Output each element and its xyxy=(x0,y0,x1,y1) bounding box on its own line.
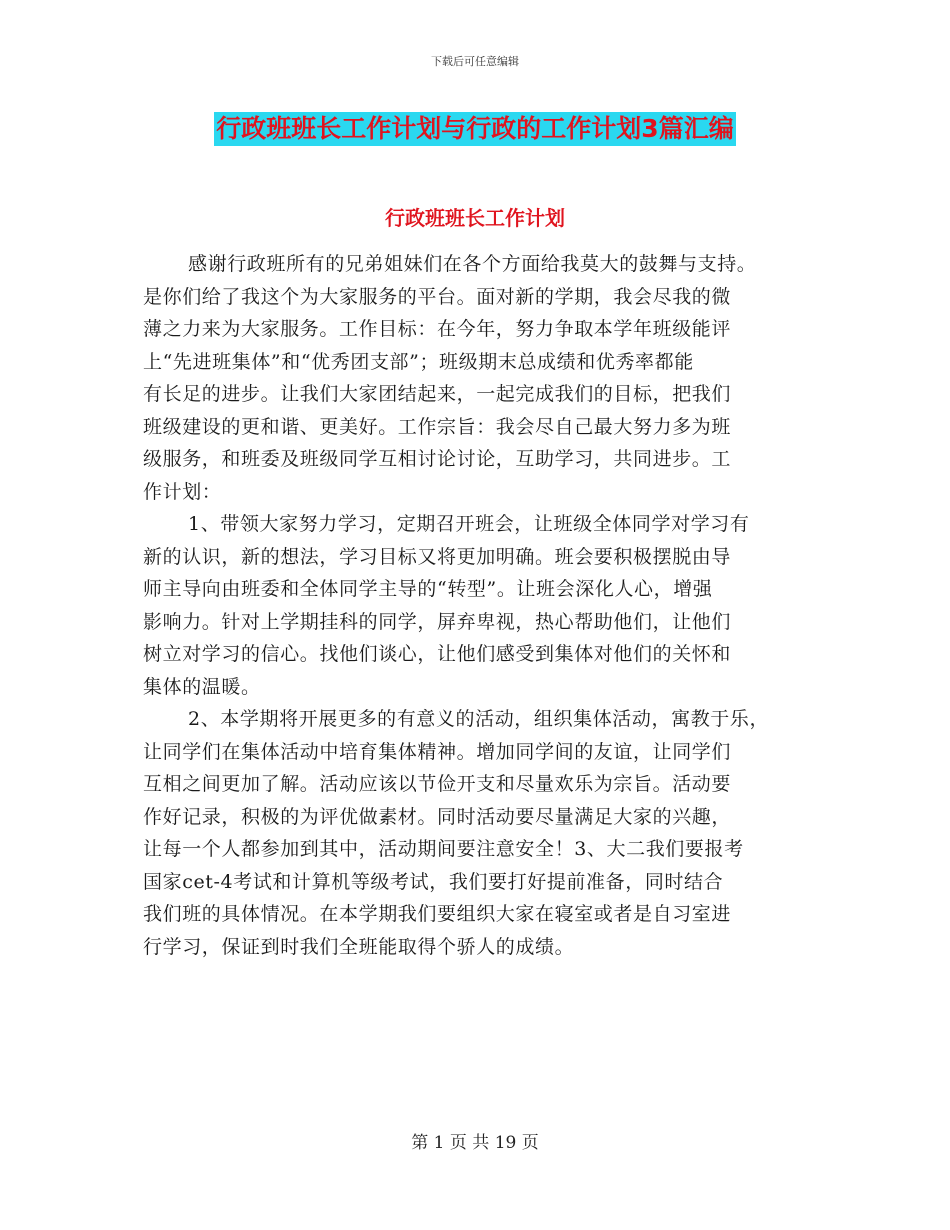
page-footer: 第 1 页 共 19 页 xyxy=(411,1133,539,1153)
document-title: 行政班班长工作计划与行政的工作计划3篇汇编 xyxy=(214,112,735,146)
text-line: 树立对学习的信心。找他们谈心，让他们感受到集体对他们的关怀和 xyxy=(143,643,732,665)
text-line: 行学习，保证到时我们全班能取得个骄人的成绩。 xyxy=(143,935,575,958)
section-title: 行政班班长工作计划 xyxy=(385,206,565,230)
body-text xyxy=(143,248,823,963)
document-title-container xyxy=(0,112,950,146)
text-line: 我们班的具体情况。在本学期我们要组织大家在寝室或者是自习室进 xyxy=(143,903,732,925)
text-line: 作好记录，积极的为评优做素材。同时活动要尽量满足大家的兴趣， xyxy=(143,805,732,828)
text-line: 2、本学期将开展更多的有意义的活动，组织集体活动，寓教于乐， xyxy=(188,708,770,730)
text-line: 上“先进班集体”和“优秀团支部”；班级期末总成绩和优秀率都能 xyxy=(143,350,694,373)
text-line: 是你们给了我这个为大家服务的平台。面对新的学期，我会尽我的微 xyxy=(143,285,732,308)
text-line: 影响力。针对上学期挂科的同学，屏弃卑视，热心帮助他们，让他们 xyxy=(143,610,732,633)
text-line: 有长足的进步。让我们大家团结起来，一起完成我们的目标，把我们 xyxy=(143,383,732,405)
text-line: 师主导向由班委和全体同学主导的“转型”。让班会深化人心，增强 xyxy=(143,578,713,600)
text-line: 国家cet-4考试和计算机等级考试，我们要打好提前准备，同时结合 xyxy=(143,870,724,893)
text-line: 集体的温暖。 xyxy=(143,675,261,698)
text-line: 1、带领大家努力学习，定期召开班会，让班级全体同学对学习有 xyxy=(188,513,750,535)
text-line: 感谢行政班所有的兄弟姐妹们在各个方面给我莫大的鼓舞与支持。 xyxy=(188,253,757,275)
text-line: 级服务，和班委及班级同学互相讨论讨论，互助学习，共同进步。工 xyxy=(143,448,732,470)
text-line: 让每一个人都参加到其中，活动期间要注意安全！3、大二我们要报考 xyxy=(143,838,744,860)
text-line: 薄之力来为大家服务。工作目标：在今年，努力争取本学年班级能评 xyxy=(143,318,732,340)
text-line: 班级建设的更和谐、更美好。工作宗旨：我会尽自己最大努力多为班 xyxy=(143,415,732,438)
text-line: 让同学们在集体活动中培育集体精神。增加同学间的友谊，让同学们 xyxy=(143,740,732,763)
text-line: 新的认识，新的想法，学习目标又将更加明确。班会要积极摆脱由导 xyxy=(143,545,732,568)
text-line: 互相之间更加了解。活动应该以节俭开支和尽量欢乐为宗旨。活动要 xyxy=(143,773,732,795)
text-line: 作计划： xyxy=(143,480,222,503)
header-note: 下载后可任意编辑 xyxy=(431,55,519,68)
